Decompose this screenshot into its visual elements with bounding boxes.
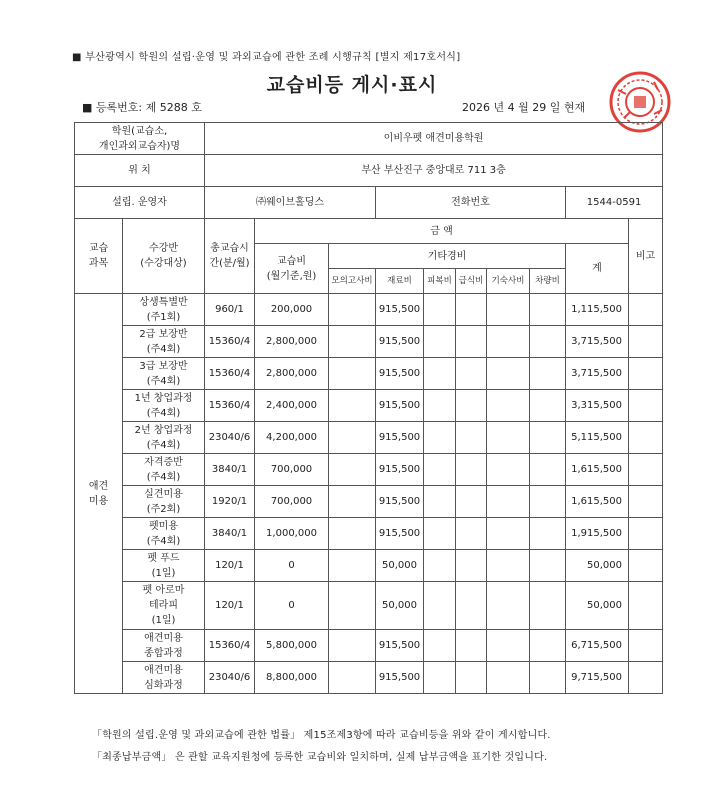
course-cell: 3급 보장반 (주4회) xyxy=(123,358,205,390)
meals-cell xyxy=(456,454,487,486)
vehicle-cell xyxy=(530,326,566,358)
meals-cell xyxy=(456,582,487,630)
vehicle-cell xyxy=(530,662,566,694)
clothing-cell xyxy=(424,358,456,390)
materials-cell: 915,500 xyxy=(376,326,424,358)
dorm-cell xyxy=(487,550,530,582)
vehicle-cell xyxy=(530,422,566,454)
hours-cell: 3840/1 xyxy=(205,454,255,486)
total-cell: 3,715,500 xyxy=(566,358,629,390)
tuition-cell: 700,000 xyxy=(255,454,329,486)
hours-cell: 1920/1 xyxy=(205,486,255,518)
meals-cell xyxy=(456,518,487,550)
mock-exam-cell xyxy=(329,662,376,694)
dorm-cell xyxy=(487,422,530,454)
table-row xyxy=(75,422,663,454)
table-row xyxy=(75,582,663,630)
mock-exam-cell xyxy=(329,550,376,582)
remarks-cell xyxy=(629,358,663,390)
table-row xyxy=(75,550,663,582)
clothing-cell xyxy=(424,326,456,358)
remarks-cell xyxy=(629,422,663,454)
vehicle-cell xyxy=(530,550,566,582)
meals-cell xyxy=(456,422,487,454)
materials-cell: 915,500 xyxy=(376,358,424,390)
meals-cell xyxy=(456,326,487,358)
materials-cell: 915,500 xyxy=(376,422,424,454)
total-cell: 3,715,500 xyxy=(566,326,629,358)
dorm-cell xyxy=(487,358,530,390)
clothing-cell xyxy=(424,630,456,662)
table-row xyxy=(75,630,663,662)
dorm-cell xyxy=(487,582,530,630)
remarks-cell xyxy=(629,326,663,358)
hours-cell: 23040/6 xyxy=(205,662,255,694)
total-cell: 1,615,500 xyxy=(566,454,629,486)
tuition-cell: 2,800,000 xyxy=(255,358,329,390)
remarks-cell xyxy=(629,630,663,662)
course-cell: 애견미용 종합과정 xyxy=(123,630,205,662)
tuition-cell: 2,400,000 xyxy=(255,390,329,422)
dorm-cell xyxy=(487,454,530,486)
tuition-cell: 0 xyxy=(255,550,329,582)
location-label: 위 치 xyxy=(75,155,205,187)
dorm-cell xyxy=(487,662,530,694)
clothing-cell xyxy=(424,582,456,630)
course-cell: 애견미용 심화과정 xyxy=(123,662,205,694)
table-row xyxy=(75,294,663,326)
subject-cell: 애견 미용 xyxy=(75,294,123,694)
clothing-cell xyxy=(424,518,456,550)
meals-cell xyxy=(456,294,487,326)
note-line-2: 「최종납부금액」 은 관할 교육지원청에 등록한 교습비와 일치하며, 실제 납부금액을 표기한 것입니다. xyxy=(92,752,548,763)
clothing-cell xyxy=(424,294,456,326)
dorm-cell xyxy=(487,294,530,326)
remarks-cell xyxy=(629,550,663,582)
subject-header: 교습 과목 xyxy=(75,219,123,294)
course-cell: 2급 보장반 (주4회) xyxy=(123,326,205,358)
clothing-cell xyxy=(424,422,456,454)
hours-cell: 3840/1 xyxy=(205,518,255,550)
tuition-cell: 5,800,000 xyxy=(255,630,329,662)
table-row xyxy=(75,518,663,550)
total-cell: 50,000 xyxy=(566,550,629,582)
vehicle-cell xyxy=(530,518,566,550)
tuition-cell: 700,000 xyxy=(255,486,329,518)
clothing-cell xyxy=(424,550,456,582)
hours-cell: 23040/6 xyxy=(205,422,255,454)
tuition-table xyxy=(74,122,663,694)
meals-cell xyxy=(456,662,487,694)
dorm-header: 기숙사비 xyxy=(487,269,530,294)
vehicle-cell xyxy=(530,486,566,518)
operator-label: 설립. 운영자 xyxy=(75,187,205,219)
mock-exam-cell xyxy=(329,422,376,454)
tuition-cell: 8,800,000 xyxy=(255,662,329,694)
hours-header: 총교습시 간(분/월) xyxy=(205,219,255,294)
total-cell: 50,000 xyxy=(566,582,629,630)
vehicle-cell xyxy=(530,630,566,662)
table-row xyxy=(75,486,663,518)
mock-exam-cell xyxy=(329,294,376,326)
mock-exam-cell xyxy=(329,582,376,630)
remarks-header: 비고 xyxy=(629,219,663,294)
course-cell: 상생특별반 (주1회) xyxy=(123,294,205,326)
hours-cell: 15360/4 xyxy=(205,390,255,422)
page-title: 교습비등 게시·표시 xyxy=(266,74,438,96)
clothing-cell xyxy=(424,390,456,422)
hours-cell: 120/1 xyxy=(205,582,255,630)
mock-exam-cell xyxy=(329,518,376,550)
table-row xyxy=(75,662,663,694)
meals-cell xyxy=(456,630,487,662)
remarks-cell xyxy=(629,390,663,422)
meals-header: 급식비 xyxy=(456,269,487,294)
mock-exam-cell xyxy=(329,486,376,518)
course-cell: 자격증반 (주4회) xyxy=(123,454,205,486)
hours-cell: 15360/4 xyxy=(205,630,255,662)
academy-name-value: 이비우펫 애견미용학원 xyxy=(205,123,663,155)
dorm-cell xyxy=(487,630,530,662)
tuition-cell: 0 xyxy=(255,582,329,630)
vehicle-header: 차량비 xyxy=(530,269,566,294)
course-cell: 펫미용 (주4회) xyxy=(123,518,205,550)
tuition-cell: 4,200,000 xyxy=(255,422,329,454)
materials-cell: 915,500 xyxy=(376,454,424,486)
total-cell: 1,915,500 xyxy=(566,518,629,550)
location-value: 부산 부산진구 중앙대로 711 3층 xyxy=(205,155,663,187)
mock-exam-cell xyxy=(329,358,376,390)
course-cell: 펫 아로마 테라피 (1일) xyxy=(123,582,205,630)
table-row xyxy=(75,454,663,486)
dorm-cell xyxy=(487,486,530,518)
total-cell: 1,615,500 xyxy=(566,486,629,518)
materials-cell: 915,500 xyxy=(376,662,424,694)
hours-cell: 15360/4 xyxy=(205,358,255,390)
clothing-cell xyxy=(424,486,456,518)
operator-value: ㈜웨이브홀딩스 xyxy=(205,187,376,219)
tuition-cell: 200,000 xyxy=(255,294,329,326)
materials-cell: 50,000 xyxy=(376,550,424,582)
course-header: 수강반 (수강대상) xyxy=(123,219,205,294)
note-line-1: 「학원의 설립.운영 및 과외교습에 관한 법률」 제15조제3항에 따라 교습비등을 위와 같이 게시합니다. xyxy=(92,730,551,741)
materials-header: 재료비 xyxy=(376,269,424,294)
course-cell: 펫 푸드 (1일) xyxy=(123,550,205,582)
hours-cell: 15360/4 xyxy=(205,326,255,358)
meals-cell xyxy=(456,358,487,390)
hours-cell: 120/1 xyxy=(205,550,255,582)
total-header: 계 xyxy=(566,244,629,294)
total-cell: 9,715,500 xyxy=(566,662,629,694)
remarks-cell xyxy=(629,662,663,694)
clothing-cell xyxy=(424,662,456,694)
remarks-cell xyxy=(629,486,663,518)
materials-cell: 915,500 xyxy=(376,294,424,326)
amount-header: 금 액 xyxy=(255,219,629,244)
vehicle-cell xyxy=(530,582,566,630)
vehicle-cell xyxy=(530,358,566,390)
tuition-cell: 1,000,000 xyxy=(255,518,329,550)
mock-exam-cell xyxy=(329,454,376,486)
hours-cell: 960/1 xyxy=(205,294,255,326)
table-row xyxy=(75,326,663,358)
as-of-date: 2026 년 4 월 29 일 현재 xyxy=(462,101,586,114)
form-reference: ■ 부산광역시 학원의 설립·운영 및 과외교습에 관한 조례 시행규칙 [별지 제17호서식] xyxy=(72,52,461,63)
clothing-header: 피복비 xyxy=(424,269,456,294)
table-row xyxy=(75,390,663,422)
course-cell: 1년 창업과정 (주4회) xyxy=(123,390,205,422)
total-cell: 5,115,500 xyxy=(566,422,629,454)
remarks-cell xyxy=(629,582,663,630)
course-cell: 2년 창업과정 (주4회) xyxy=(123,422,205,454)
clothing-cell xyxy=(424,454,456,486)
mock-exam-cell xyxy=(329,326,376,358)
materials-cell: 915,500 xyxy=(376,518,424,550)
dorm-cell xyxy=(487,390,530,422)
vehicle-cell xyxy=(530,294,566,326)
materials-cell: 50,000 xyxy=(376,582,424,630)
dorm-cell xyxy=(487,518,530,550)
vehicle-cell xyxy=(530,454,566,486)
remarks-cell xyxy=(629,454,663,486)
total-cell: 1,115,500 xyxy=(566,294,629,326)
phone-label: 전화번호 xyxy=(376,187,566,219)
course-cell: 실견미용 (주2회) xyxy=(123,486,205,518)
mock-exam-cell xyxy=(329,630,376,662)
remarks-cell xyxy=(629,294,663,326)
other-fees-header: 기타경비 xyxy=(329,244,566,269)
mock-exam-header: 모의고사비 xyxy=(329,269,376,294)
table-row xyxy=(75,358,663,390)
materials-cell: 915,500 xyxy=(376,630,424,662)
remarks-cell xyxy=(629,518,663,550)
meals-cell xyxy=(456,390,487,422)
dorm-cell xyxy=(487,326,530,358)
phone-value: 1544-0591 xyxy=(566,187,663,219)
academy-name-label: 학원(교습소, 개인과외교습자)명 xyxy=(75,123,205,155)
registration-number: ■ 등록번호: 제 5288 호 xyxy=(82,101,202,114)
total-cell: 3,315,500 xyxy=(566,390,629,422)
mock-exam-cell xyxy=(329,390,376,422)
vehicle-cell xyxy=(530,390,566,422)
tuition-cell: 2,800,000 xyxy=(255,326,329,358)
materials-cell: 915,500 xyxy=(376,390,424,422)
total-cell: 6,715,500 xyxy=(566,630,629,662)
tuition-header: 교습비 (월기준,원) xyxy=(255,244,329,294)
meals-cell xyxy=(456,550,487,582)
materials-cell: 915,500 xyxy=(376,486,424,518)
meals-cell xyxy=(456,486,487,518)
